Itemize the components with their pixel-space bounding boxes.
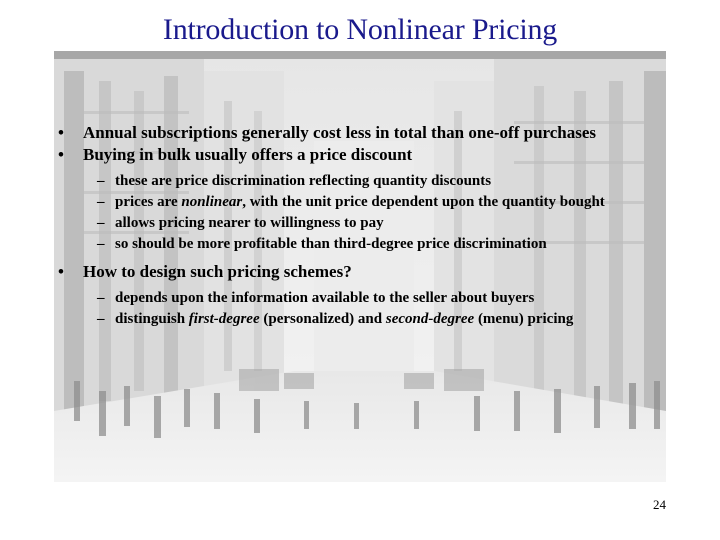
bullet-marker: • bbox=[58, 145, 64, 164]
sub-bullet-item bbox=[58, 193, 658, 211]
bullet-item bbox=[58, 263, 658, 281]
bullet-item bbox=[58, 124, 658, 142]
sub-bullet-marker: – bbox=[97, 173, 105, 189]
page-number: 24 bbox=[653, 497, 666, 512]
sub-bullet-text: depends upon the information available to the seller about buyers bbox=[115, 290, 535, 306]
sub-bullet-marker: – bbox=[97, 236, 105, 252]
sub-bullet-item bbox=[58, 214, 658, 232]
sub-bullet-item bbox=[58, 172, 658, 190]
sub-bullet-text: (personalized) and bbox=[259, 311, 386, 327]
sub-bullet-emphasis: first-degree bbox=[188, 311, 260, 327]
sub-bullet-text: distinguish bbox=[115, 311, 189, 327]
sub-bullet-item bbox=[58, 310, 658, 328]
sub-bullet-emphasis: nonlinear bbox=[181, 194, 243, 210]
sub-bullet-marker: – bbox=[97, 215, 105, 231]
sub-bullet-text: allows pricing nearer to willingness to pay bbox=[115, 215, 384, 231]
sub-bullet-emphasis: second-degree bbox=[385, 311, 475, 327]
sub-bullet-text: these are price discrimination reflecting quantity discounts bbox=[115, 173, 492, 189]
sub-bullet-text: so should be more profitable than third-degree price discrimination bbox=[115, 236, 547, 252]
sub-bullet-marker: – bbox=[97, 290, 105, 306]
sub-bullet-text: (menu) pricing bbox=[474, 311, 574, 327]
bullet-marker: • bbox=[58, 262, 64, 281]
bullet-text: How to design such pricing schemes? bbox=[83, 262, 352, 281]
sub-bullet-item bbox=[58, 289, 658, 307]
bullet-marker: • bbox=[58, 123, 64, 142]
sub-bullet-item bbox=[58, 235, 658, 253]
bullet-text: Buying in bulk usually offers a price discount bbox=[83, 145, 413, 164]
bullet-text: Annual subscriptions generally cost less in total than one-off purchases bbox=[83, 123, 597, 142]
sub-bullet-text: , with the unit price dependent upon the quantity bought bbox=[242, 194, 605, 210]
sub-bullet-marker: – bbox=[97, 194, 105, 210]
sub-bullet-text: prices are bbox=[115, 194, 182, 210]
bullet-item bbox=[58, 146, 658, 164]
sub-bullet-marker: – bbox=[97, 311, 105, 327]
slide-body bbox=[58, 124, 658, 331]
slide-title: Introduction to Nonlinear Pricing bbox=[162, 13, 558, 46]
